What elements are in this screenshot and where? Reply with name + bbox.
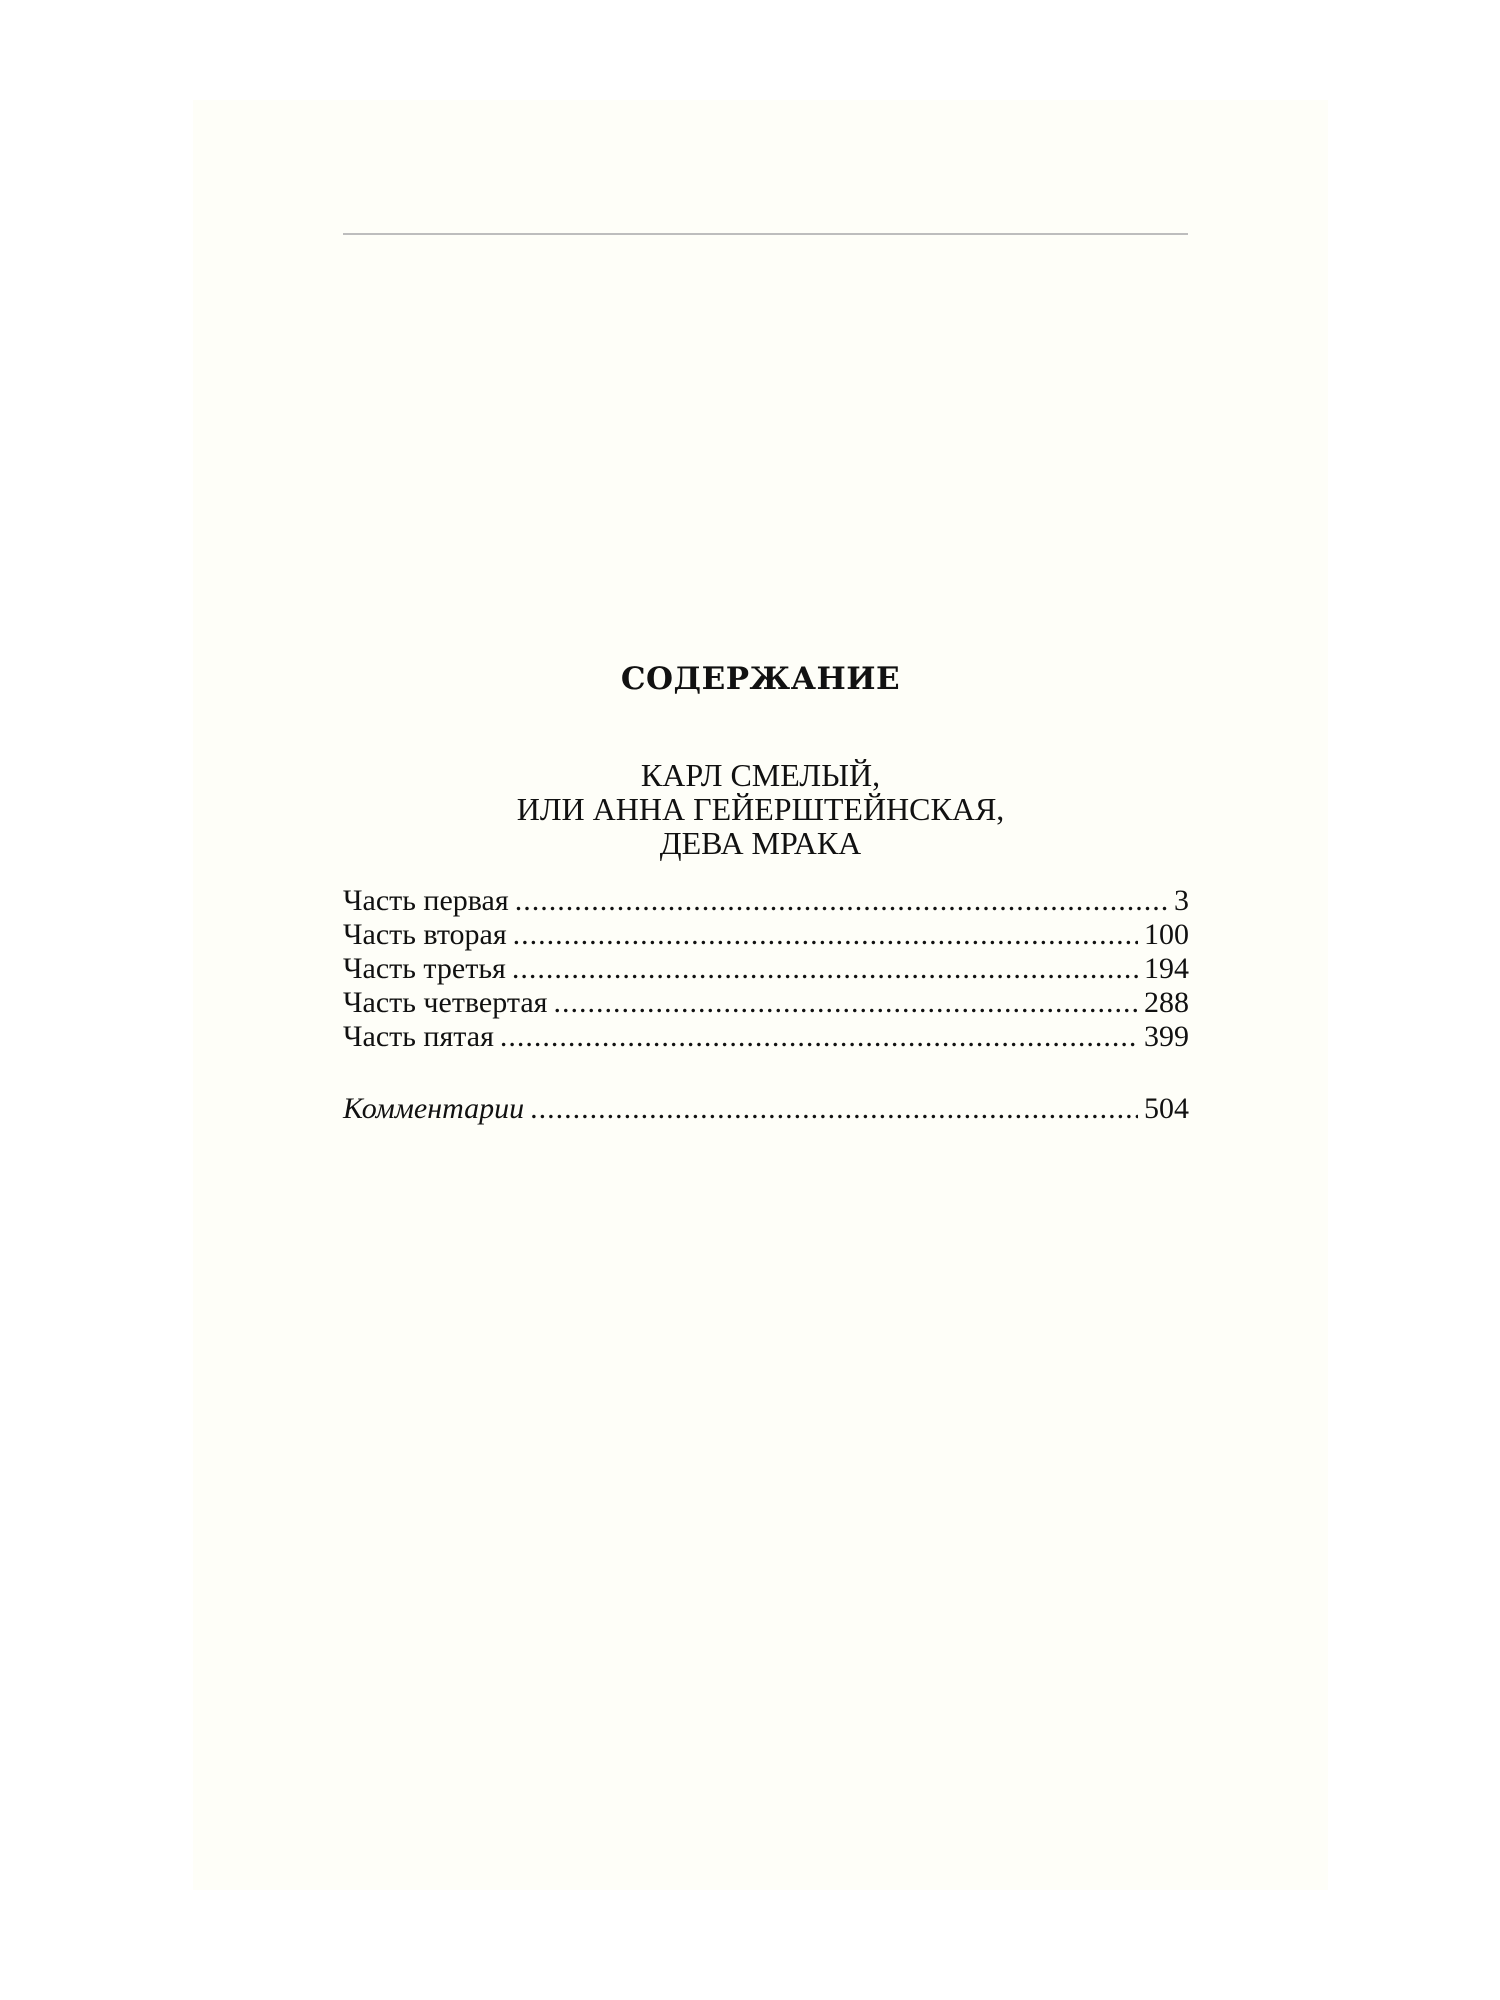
toc-entry-comments[interactable] — [343, 1092, 1189, 1126]
toc-entry[interactable] — [343, 918, 1189, 952]
toc-entry-label: Часть вторая — [343, 918, 507, 951]
toc-entry-page: 194 — [1144, 952, 1189, 985]
book-title-line: КАРЛ СМЕЛЫЙ, — [640, 757, 881, 793]
toc-entry-label: Часть пятая — [343, 1020, 494, 1053]
toc-entry-page: 399 — [1144, 1020, 1189, 1053]
toc-leader-dots — [500, 1020, 1138, 1054]
header-rule — [343, 233, 1188, 235]
toc-entry-page: 504 — [1144, 1092, 1189, 1125]
toc-leader-dots — [530, 1092, 1138, 1126]
toc-entry-label: Часть четвертая — [343, 986, 548, 1019]
toc-entry[interactable] — [343, 884, 1189, 918]
toc-entry-page: 100 — [1144, 918, 1189, 951]
toc-entry[interactable] — [343, 1020, 1189, 1054]
toc-leader-dots — [513, 918, 1138, 952]
book-title — [193, 758, 1328, 860]
toc-entry-label: Комментарии — [343, 1092, 525, 1125]
toc-leader-dots — [553, 986, 1138, 1020]
book-page — [193, 100, 1328, 1890]
book-title-line: ДЕВА МРАКА — [659, 825, 862, 861]
toc-entry[interactable] — [343, 952, 1189, 986]
contents-heading: СОДЕРЖАНИЕ — [620, 661, 901, 697]
toc-entry-page: 288 — [1144, 986, 1189, 1019]
toc-entry-label: Часть третья — [343, 952, 506, 985]
toc-entry-label: Часть первая — [343, 884, 509, 917]
table-of-contents — [343, 884, 1189, 1126]
book-title-line: ИЛИ АННА ГЕЙЕРШТЕЙНСКАЯ, — [516, 791, 1005, 827]
toc-leader-dots — [512, 952, 1138, 986]
toc-leader-dots — [515, 884, 1168, 918]
toc-entry-page: 3 — [1174, 884, 1189, 917]
toc-entry[interactable] — [343, 986, 1189, 1020]
